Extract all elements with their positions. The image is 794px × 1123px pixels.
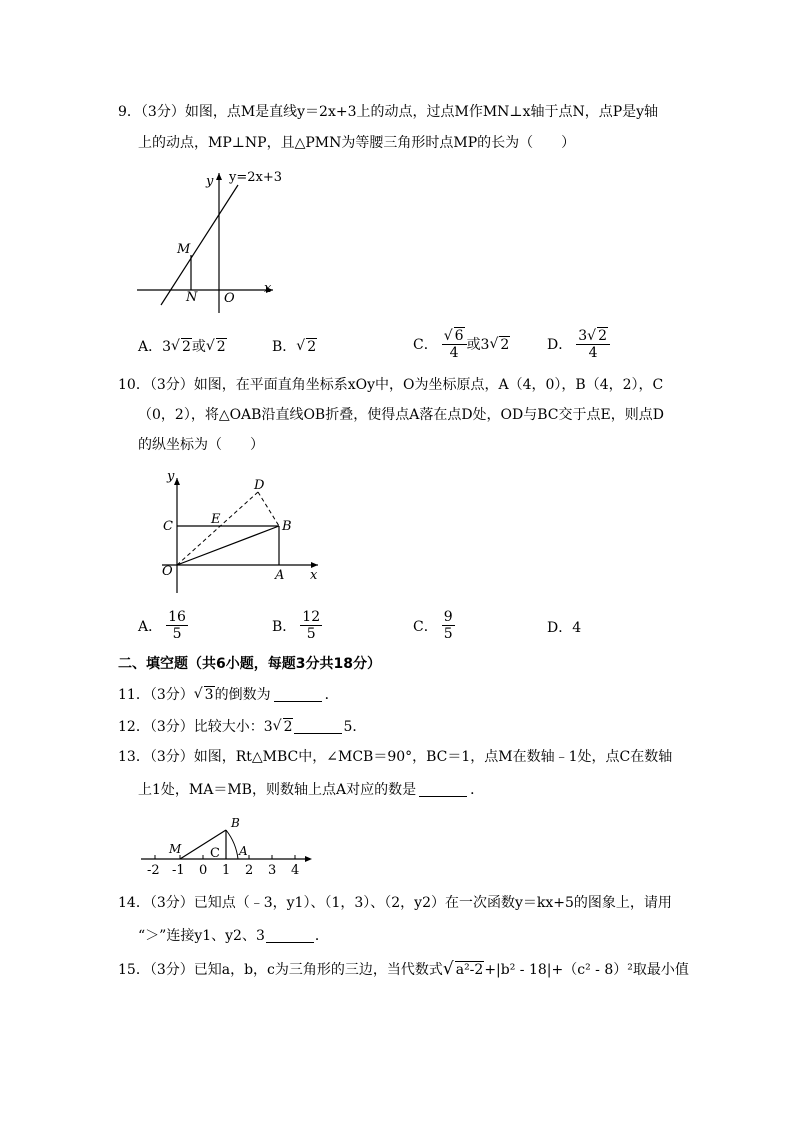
tick-label: 4: [291, 863, 300, 877]
q10-fig-a-label: A: [275, 568, 285, 583]
sqrt-icon: √: [443, 328, 453, 344]
q9-fig-line-label: y=2x+3: [229, 170, 283, 185]
q11-answer-blank[interactable]: [274, 687, 322, 702]
q10-fig-d-label: D: [254, 478, 265, 493]
tick-label: 3: [268, 863, 277, 877]
q10-figure: [148, 468, 338, 598]
q9-c-fraction: $\frac{√ 6}{4}$: [442, 327, 467, 361]
q10-fig-b-label: B: [282, 519, 292, 534]
sqrt-icon: √: [272, 718, 282, 734]
q14-line1: 14．（3分）已知点（﹣3，y1）、（1，3）、（2，y2）在一次函数y＝kx+5的图象上，请用: [118, 895, 672, 911]
q14-line2: “＞”连接y1、y2、3 ．: [138, 928, 329, 944]
q13-figure: [138, 812, 328, 877]
q10-option-a[interactable]: A． $\frac{16}{5}$: [138, 609, 186, 642]
tick-label: 0: [199, 863, 208, 877]
q9-fig-o-label: O: [224, 291, 235, 306]
q13-line1: 13．（3分）如图，Rt△MBC中，∠MCB＝90°，BC＝1，点M在数轴﹣1处，点C在数轴: [118, 749, 673, 765]
q10-line2: （0，2），将△OAB沿直线OB折叠，使得点A落在点D处，OD与BC交于点E，则点D: [138, 407, 664, 423]
q13-fig-c-label: C: [210, 846, 220, 861]
q12-line: 12．（3分）比较大小：3 √ 2 5．: [118, 718, 367, 735]
sqrt-icon: √: [205, 338, 215, 354]
sqrt-icon: √: [296, 338, 306, 354]
q13-fig-m-label: M: [169, 842, 182, 856]
tick-label: -1: [172, 863, 185, 877]
q10-fig-c-label: C: [163, 519, 173, 534]
q9-figure: [133, 165, 283, 315]
tick-label: 1: [222, 863, 231, 877]
q9-option-d[interactable]: D． $\frac{3√ 2}{4}$: [547, 327, 610, 361]
q14-answer-blank[interactable]: [266, 928, 314, 943]
q10-line1: 10．（3分）如图，在平面直角坐标系xOy中，O为坐标原点，A（4，0），B（4，2），C: [118, 377, 664, 393]
q13-fig-a-label: A: [239, 844, 248, 858]
q10-fig-y-label: y: [167, 469, 175, 484]
q9-fig-n-label: N: [186, 290, 198, 305]
q9-fig-x-label: x: [264, 281, 272, 296]
q9-option-b[interactable]: B． √ 2: [272, 338, 317, 355]
q13-fig-b-label: B: [231, 816, 240, 830]
tick-label: -2: [147, 863, 160, 877]
q9-option-c[interactable]: C． $\frac{√ 6}{4}$ 或3 √ 2: [413, 328, 510, 361]
sqrt-icon: √: [193, 686, 203, 702]
tick-label: 2: [245, 863, 254, 877]
q10-c-fraction: $\frac{9}{5}$: [443, 609, 453, 642]
q12-answer-blank[interactable]: [294, 719, 342, 734]
q10-line3: 的纵坐标为（ ）: [138, 437, 264, 453]
q10-option-b[interactable]: B． $\frac{12}{5}$: [272, 609, 321, 642]
q9-line1: 9．（3分）如图，点M是直线y＝2x+3上的动点，过点M作MN⊥x轴于点N，点P是y轴: [118, 104, 659, 120]
q10-fig-o-label: O: [162, 564, 173, 579]
sqrt-icon: √: [587, 328, 597, 344]
q10-fig-e-label: E: [211, 512, 221, 527]
sqrt-icon: √: [489, 336, 499, 352]
q10-b-fraction: $\frac{12}{5}$: [302, 609, 321, 642]
section-heading: 二、填空题（共6小题，每题3分共18分）: [118, 656, 381, 672]
q10-option-c[interactable]: C． $\frac{9}{5}$: [413, 609, 453, 642]
q15-line: 15．（3分）已知a，b，c为三角形的三边，当代数式 √ a²-2 +|b² - 18|+（c² - 8）²取最小值: [118, 959, 689, 979]
q9-d-fraction: $\frac{3√ 2}{4}$: [576, 327, 610, 361]
q9-line2: 上的动点，MP⊥NP，且△PMN为等腰三角形时点MP的长为（ ）: [138, 135, 576, 151]
q9-fig-y-label: y: [206, 174, 214, 189]
sqrt-icon: √: [442, 959, 454, 979]
q10-option-d[interactable]: D．4: [547, 620, 582, 636]
q11-line: 11．（3分） √ 3 的倒数为 ．: [118, 686, 339, 703]
q9-option-a[interactable]: A．3 √ 2 或 √ 2: [138, 338, 226, 355]
q10-fig-x-label: x: [310, 568, 318, 583]
q10-a-fraction: $\frac{16}{5}$: [168, 609, 186, 642]
q13-line2: 上1处，MA＝MB，则数轴上点A对应的数是 ．: [138, 782, 485, 798]
q13-answer-blank[interactable]: [419, 782, 467, 797]
sqrt-icon: √: [171, 338, 180, 354]
q9-fig-m-label: M: [177, 242, 191, 257]
